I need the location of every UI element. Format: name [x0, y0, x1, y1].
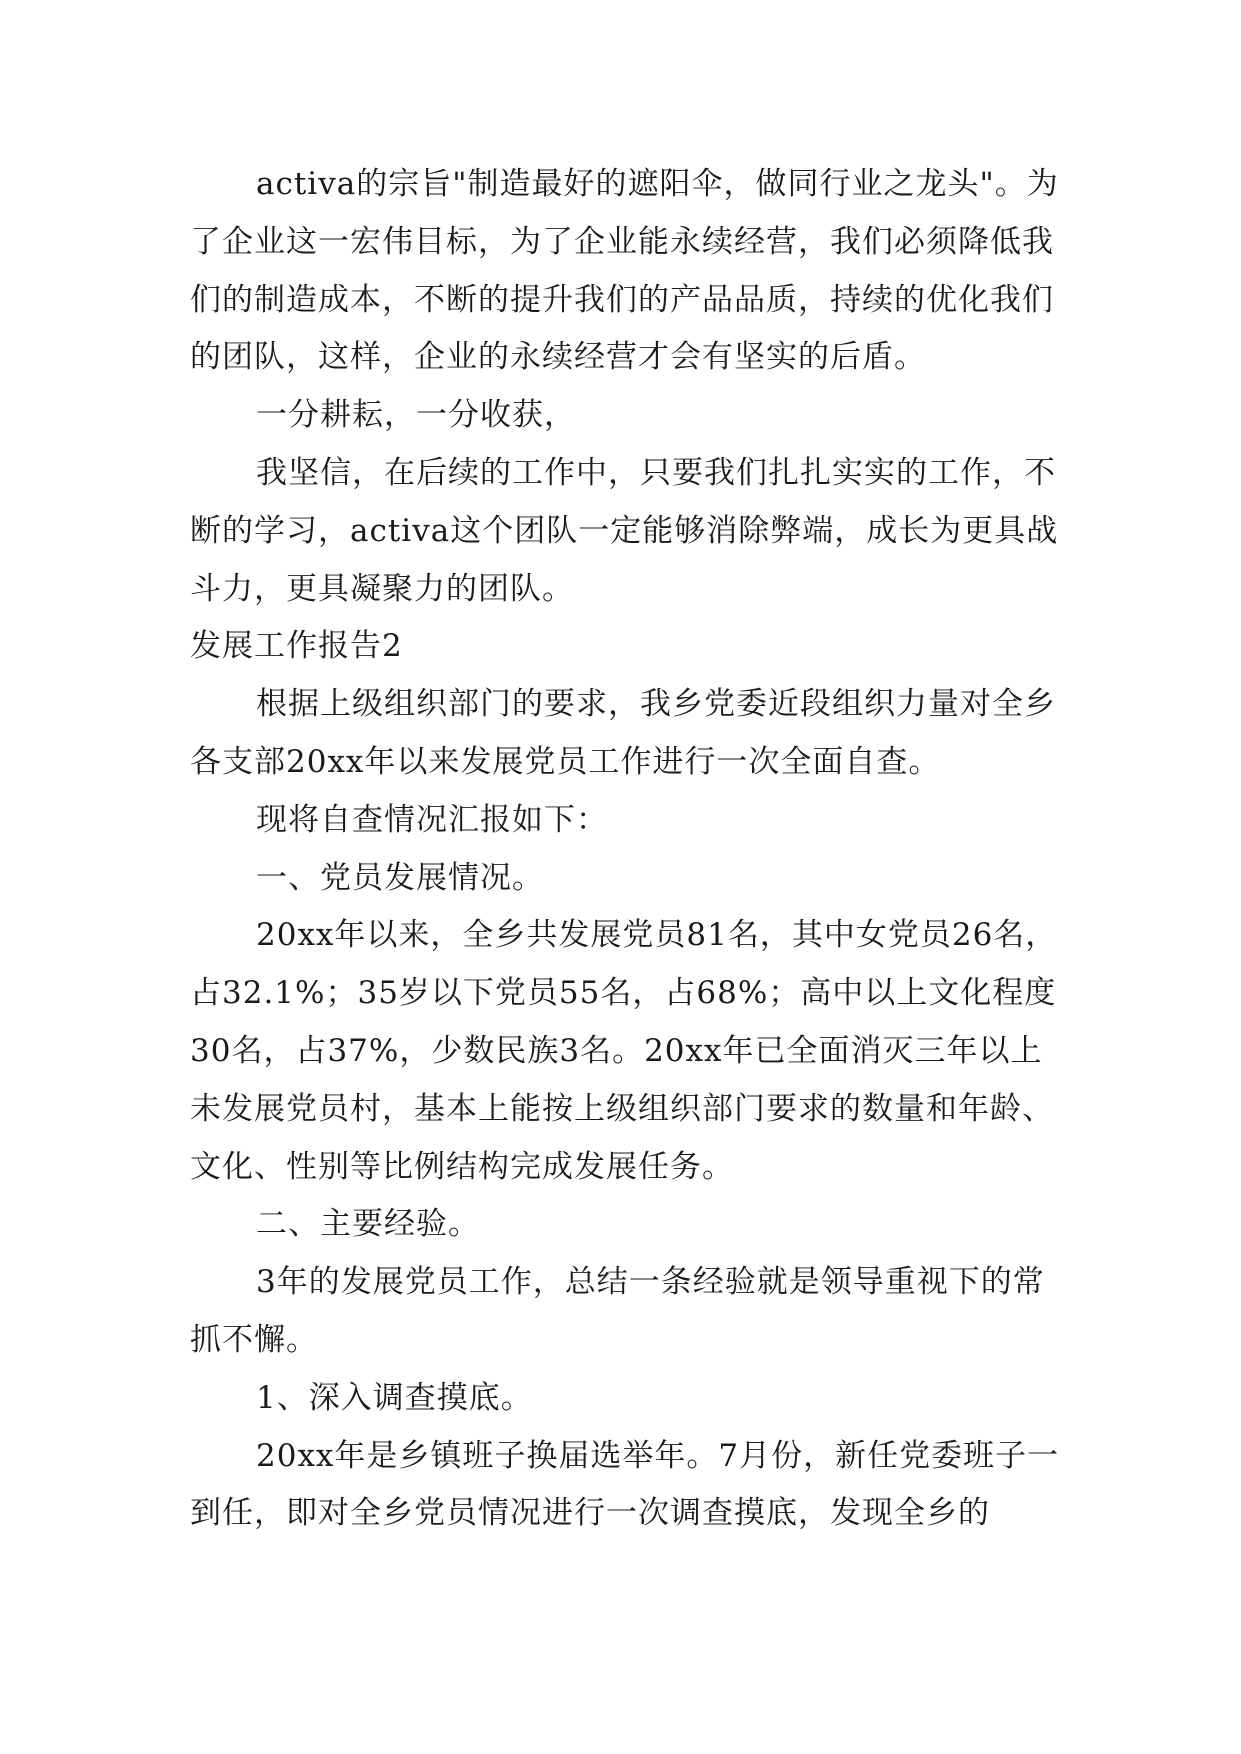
subheading-survey: 1、深入调查摸底。 — [256, 1379, 533, 1416]
paragraph-company-goal: activa的宗旨"制造最好的遮阳伞，做同行业之龙头"。为了企业这一宏伟目标，为了企业能永续经营，我们必须降低我们的制造成本，不断的提升我们的产品品质，持续的优化我们的团队，这样，企业的永续经营才会有坚实的后盾。 — [190, 166, 1059, 376]
paragraph-statistics: 20xx年以来，全乡共发展党员81名，其中女党员26名，占32.1%；35岁以下党员55名，占68%；高中以上文化程度30名，占37%，少数民族3名。20xx年已全面消灭三年以上未发展党员村，基本上能按上级组织部门要求的数量和年龄、文化、性别等比例结构完成发展任务。 — [190, 917, 1058, 1185]
paragraph-report-intro: 现将自查情况汇报如下： — [256, 801, 608, 838]
paragraph-experience: 3年的发展党员工作，总结一条经验就是领导重视下的常抓不懈。 — [190, 1264, 1045, 1358]
subheading-experience: 二、主要经验。 — [256, 1206, 480, 1243]
section-heading: 发展工作报告2 — [190, 628, 403, 665]
subheading-development: 一、党员发展情况。 — [256, 859, 544, 896]
paragraph-self-inspection: 根据上级组织部门的要求，我乡党委近段组织力量对全乡各支部20xx年以来发展党员工作进行一次全面自查。 — [190, 686, 1056, 780]
document-body — [190, 156, 1070, 1543]
paragraph-election-year: 20xx年是乡镇班子换届选举年。7月份，新任党委班子一到任，即对全乡党员情况进行一次调查摸底，发现全乡的 — [190, 1437, 1060, 1532]
paragraph-effort-reward: 一分耕耘，一分收获， — [256, 397, 576, 434]
paragraph-belief: 我坚信，在后续的工作中，只要我们扎扎实实的工作，不断的学习，activa这个团队一定能够消除弊端，成长为更具战斗力，更具凝聚力的团队。 — [190, 454, 1059, 607]
